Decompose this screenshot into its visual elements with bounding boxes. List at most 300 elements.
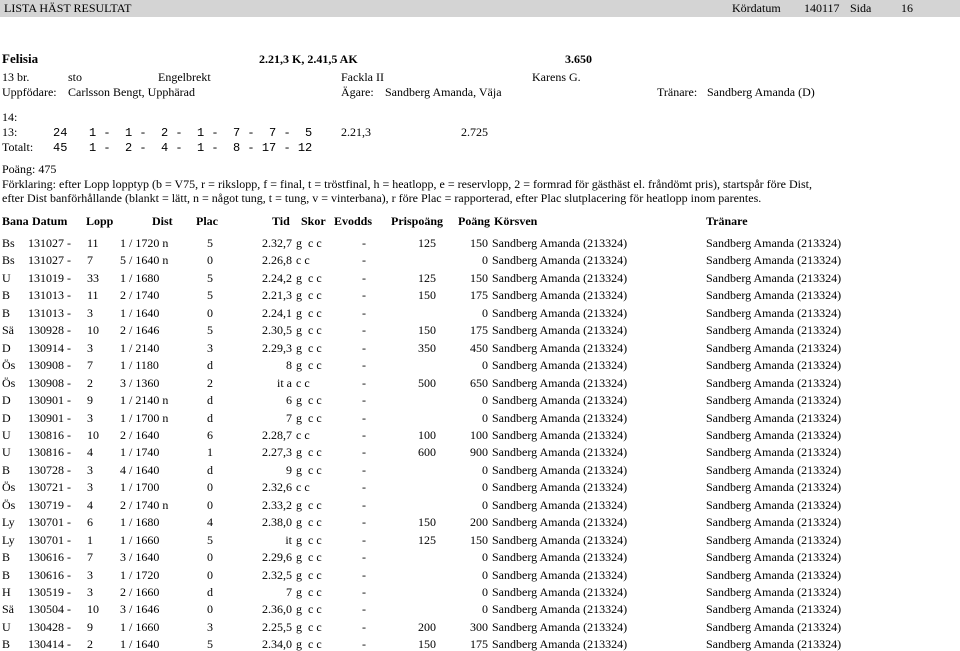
cell-bana: B [2,306,11,320]
cell-tranare: Sandberg Amanda (213324) [706,585,842,599]
cell-korsven: Sandberg Amanda (213324) [492,463,628,477]
cell-prispoang: 600 [418,445,436,459]
cell-dist: 1 / 1180 [120,358,159,372]
cell-prispoang: 150 [418,515,436,529]
cell-dist: 1 / 1720 n [120,236,169,250]
cell-bana: Ös [2,358,16,372]
cell-evodds: - [362,393,366,407]
cell-plac: d [207,358,213,372]
col-poang: Poäng [458,214,491,228]
cell-plac: 0 [207,550,213,564]
cell-prispoang: 200 [418,620,436,634]
cell-plac: 3 [207,341,213,355]
cell-dist: 1 / 1660 [120,620,160,634]
cell-korsven: Sandberg Amanda (213324) [492,585,628,599]
cell-skor: g c c [296,533,322,547]
cell-bana: D [2,341,11,355]
cell-poang: 175 [470,637,488,651]
cell-datum: 130908 - [28,376,71,390]
cell-poang: 0 [482,585,488,599]
cell-korsven: Sandberg Amanda (213324) [492,358,628,372]
cell-bana: D [2,393,11,407]
cell-skor: c c [296,376,310,390]
stats-total-values: 45 1 - 2 - 4 - 1 - 8 - 17 - 12 [53,141,313,155]
stats-2013-record: 2.21,3 [341,125,371,139]
cell-lopp: 6 [87,515,93,529]
horse-sex: sto [68,70,83,84]
owner-label: Ägare: [341,85,374,99]
cell-datum: 130414 - [28,637,71,651]
cell-plac: 1 [207,445,213,459]
cell-bana: H [2,585,11,599]
cell-datum: 130616 - [28,568,71,582]
cell-bana: Ös [2,376,16,390]
cell-skor: g c c [296,323,322,337]
cell-tranare: Sandberg Amanda (213324) [706,253,842,267]
cell-evodds: - [362,620,366,634]
cell-tranare: Sandberg Amanda (213324) [706,602,842,616]
cell-skor: g c c [296,498,322,512]
col-tid: Tid [272,214,290,228]
cell-plac: 5 [207,637,213,651]
cell-bana: B [2,568,11,582]
cell-prispoang: 350 [418,341,436,355]
trainer-label: Tränare: [657,85,698,99]
cell-skor: g c c [296,341,322,355]
cell-skor: g c c [296,463,322,477]
cell-bana: Ly [2,533,15,547]
cell-poang: 0 [482,358,488,372]
cell-dist: 3 / 1640 [120,550,160,564]
cell-korsven: Sandberg Amanda (213324) [492,480,628,494]
cell-dist: 2 / 1646 [120,323,160,337]
cell-evodds: - [362,288,366,302]
cell-tid: 8 [286,358,292,372]
cell-evodds: - [362,323,366,337]
cell-tranare: Sandberg Amanda (213324) [706,271,842,285]
cell-dist: 1 / 1640 [120,637,160,651]
cell-datum: 130901 - [28,393,71,407]
cell-lopp: 7 [87,253,93,267]
cell-poang: 0 [482,411,488,425]
cell-poang: 150 [470,533,488,547]
cell-prispoang: 500 [418,376,436,390]
cell-dist: 1 / 1700 n [120,411,169,425]
cell-datum: 131019 - [28,271,71,285]
cell-datum: 131013 - [28,288,71,302]
cell-plac: d [207,585,213,599]
cell-evodds: - [362,568,366,582]
cell-tid: 6 [286,393,292,407]
cell-bana: D [2,411,11,425]
horse-sire: Engelbrekt [158,70,211,84]
cell-plac: 4 [207,515,213,529]
cell-dist: 4 / 1640 [120,463,160,477]
cell-tid: 2.29,3 [262,341,292,355]
cell-datum: 130519 - [28,585,71,599]
cell-tranare: Sandberg Amanda (213324) [706,498,842,512]
cell-datum: 130504 - [28,602,71,616]
cell-plac: 0 [207,253,213,267]
col-lopp: Lopp [86,214,114,228]
cell-datum: 130701 - [28,533,71,547]
cell-plac: 0 [207,568,213,582]
cell-poang: 100 [470,428,488,442]
cell-poang: 900 [470,445,488,459]
cell-tranare: Sandberg Amanda (213324) [706,323,842,337]
cell-lopp: 3 [87,480,93,494]
cell-dist: 2 / 1740 [120,288,160,302]
col-korsven: Körsven [494,214,538,228]
cell-tranare: Sandberg Amanda (213324) [706,568,842,582]
stats-2013-earnings: 2.725 [461,125,488,139]
horse-name: Felisia [2,51,39,66]
cell-datum: 130616 - [28,550,71,564]
cell-datum: 130728 - [28,463,71,477]
cell-skor: g c c [296,271,322,285]
cell-korsven: Sandberg Amanda (213324) [492,498,628,512]
cell-bana: B [2,463,11,477]
cell-skor: g c c [296,288,322,302]
col-bana: Bana [2,214,29,228]
cell-plac: d [207,463,213,477]
cell-tranare: Sandberg Amanda (213324) [706,411,842,425]
cell-tid: 9 [286,463,292,477]
cell-plac: 0 [207,306,213,320]
col-plac: Plac [196,214,218,228]
cell-prispoang: 125 [418,271,436,285]
cell-skor: g c c [296,358,322,372]
cell-tid: 2.25,5 [262,620,292,634]
cell-plac: 5 [207,236,213,250]
cell-datum: 130719 - [28,498,71,512]
cell-tid: 2.28,7 [262,428,292,442]
cell-tid: 2.33,2 [262,498,292,512]
cell-tid: 2.38,0 [262,515,292,529]
cell-poang: 0 [482,498,488,512]
cell-tid: it [285,533,292,547]
run-date-label: Kördatum [732,1,781,15]
cell-lopp: 7 [87,358,93,372]
cell-poang: 150 [470,236,488,250]
stats-2014-label: 14: [2,110,18,124]
col-dist: Dist [152,214,173,228]
cell-dist: 2 / 1640 [120,428,160,442]
cell-tranare: Sandberg Amanda (213324) [706,306,842,320]
cell-tranare: Sandberg Amanda (213324) [706,533,842,547]
cell-plac: 0 [207,480,213,494]
cell-tranare: Sandberg Amanda (213324) [706,358,842,372]
cell-prispoang: 100 [418,428,436,442]
cell-bana: U [2,620,11,634]
cell-poang: 150 [470,271,488,285]
cell-bana: Bs [2,253,15,267]
cell-evodds: - [362,602,366,616]
cell-lopp: 3 [87,585,93,599]
cell-evodds: - [362,376,366,390]
cell-dist: 2 / 1660 [120,585,160,599]
cell-poang: 650 [470,376,488,390]
cell-datum: 130816 - [28,445,71,459]
cell-evodds: - [362,637,366,651]
cell-tid: 2.32,7 [262,236,292,250]
cell-bana: Bs [2,236,15,250]
cell-poang: 0 [482,602,488,616]
cell-skor: g c c [296,550,322,564]
cell-plac: 3 [207,620,213,634]
cell-korsven: Sandberg Amanda (213324) [492,341,628,355]
cell-evodds: - [362,358,366,372]
cell-skor: g c c [296,236,322,250]
cell-tid: 2.36,0 [262,602,292,616]
cell-bana: U [2,445,11,459]
cell-korsven: Sandberg Amanda (213324) [492,445,628,459]
cell-bana: B [2,550,11,564]
cell-lopp: 2 [87,376,93,390]
cell-korsven: Sandberg Amanda (213324) [492,533,628,547]
run-date: 140117 [804,1,840,15]
cell-lopp: 11 [87,236,99,250]
cell-evodds: - [362,428,366,442]
cell-plac: 6 [207,428,213,442]
cell-korsven: Sandberg Amanda (213324) [492,236,628,250]
cell-skor: g c c [296,393,322,407]
cell-datum: 130816 - [28,428,71,442]
cell-plac: 5 [207,288,213,302]
cell-plac: 5 [207,533,213,547]
cell-tid: 7 [286,411,292,425]
cell-skor: c c [296,253,310,267]
cell-prispoang: 125 [418,236,436,250]
cell-poang: 0 [482,463,488,477]
cell-tranare: Sandberg Amanda (213324) [706,620,842,634]
col-tranare: Tränare [706,214,748,228]
cell-poang: 0 [482,393,488,407]
cell-datum: 131027 - [28,236,71,250]
cell-plac: 5 [207,323,213,337]
cell-korsven: Sandberg Amanda (213324) [492,428,628,442]
cell-korsven: Sandberg Amanda (213324) [492,411,628,425]
cell-dist: 3 / 1646 [120,602,160,616]
cell-plac: 2 [207,376,213,390]
cell-evodds: - [362,236,366,250]
cell-evodds: - [362,445,366,459]
cell-poang: 450 [470,341,488,355]
cell-datum: 130721 - [28,480,71,494]
cell-evodds: - [362,306,366,320]
cell-tid: 2.34,0 [262,637,292,651]
cell-tid: 2.24,2 [262,271,292,285]
cell-korsven: Sandberg Amanda (213324) [492,376,628,390]
stats-total-label: Totalt: [2,140,34,154]
cell-prispoang: 150 [418,323,436,337]
cell-poang: 0 [482,253,488,267]
cell-lopp: 3 [87,411,93,425]
cell-plac: 5 [207,271,213,285]
horse-number: 13 br. [2,70,30,84]
cell-bana: Sä [2,602,14,616]
cell-plac: d [207,393,213,407]
stats-2013-values: 24 1 - 1 - 2 - 1 - 7 - 7 - 5 [53,126,313,140]
cell-korsven: Sandberg Amanda (213324) [492,637,628,651]
cell-lopp: 33 [87,271,99,285]
col-skor: Skor [301,214,326,228]
cell-tranare: Sandberg Amanda (213324) [706,515,842,529]
cell-datum: 130908 - [28,358,71,372]
cell-dist: 1 / 2140 n [120,393,169,407]
cell-tid: 2.29,6 [262,550,292,564]
cell-bana: Ös [2,480,16,494]
cell-tranare: Sandberg Amanda (213324) [706,445,842,459]
cell-dist: 1 / 1740 [120,445,160,459]
cell-evodds: - [362,253,366,267]
cell-evodds: - [362,480,366,494]
cell-tranare: Sandberg Amanda (213324) [706,428,842,442]
cell-tranare: Sandberg Amanda (213324) [706,637,842,651]
cell-korsven: Sandberg Amanda (213324) [492,253,628,267]
cell-korsven: Sandberg Amanda (213324) [492,306,628,320]
cell-skor: c c [296,480,310,494]
cell-lopp: 3 [87,568,93,582]
cell-evodds: - [362,498,366,512]
cell-tranare: Sandberg Amanda (213324) [706,393,842,407]
cell-bana: Ös [2,498,16,512]
cell-datum: 131013 - [28,306,71,320]
page-label: Sida [850,1,872,15]
horse-dam: Fackla II [341,70,384,84]
cell-tid: 7 [286,585,292,599]
cell-lopp: 1 [87,533,93,547]
cell-tid: it a [277,376,292,390]
cell-tranare: Sandberg Amanda (213324) [706,480,842,494]
cell-korsven: Sandberg Amanda (213324) [492,550,628,564]
cell-korsven: Sandberg Amanda (213324) [492,515,628,529]
cell-datum: 131027 - [28,253,71,267]
cell-skor: g c c [296,602,322,616]
cell-lopp: 2 [87,637,93,651]
cell-prispoang: 150 [418,288,436,302]
cell-lopp: 3 [87,306,93,320]
cell-skor: g c c [296,620,322,634]
cell-tranare: Sandberg Amanda (213324) [706,341,842,355]
cell-poang: 0 [482,550,488,564]
cell-korsven: Sandberg Amanda (213324) [492,393,628,407]
cell-plac: 0 [207,602,213,616]
cell-prispoang: 150 [418,637,436,651]
cell-evodds: - [362,411,366,425]
cell-skor: g c c [296,585,322,599]
cell-lopp: 9 [87,620,93,634]
cell-lopp: 4 [87,445,93,459]
cell-evodds: - [362,533,366,547]
legend-line-2: efter Dist banförhållande (blankt = lätt, n = något tung, t = tung, v = vinterbana), r före Plac = rapporterad, efter Plac slutplacering för heatlopp inom parentes. [2,191,762,205]
cell-tid: 2.26,8 [262,253,292,267]
cell-bana: B [2,288,11,302]
cell-lopp: 9 [87,393,93,407]
col-datum: Datum [32,214,68,228]
cell-lopp: 10 [87,602,99,616]
cell-plac: 0 [207,498,213,512]
cell-tid: 2.32,5 [262,568,292,582]
cell-skor: g c c [296,445,322,459]
cell-evodds: - [362,271,366,285]
cell-datum: 130701 - [28,515,71,529]
trainer: Sandberg Amanda (D) [707,85,815,99]
cell-poang: 200 [470,515,488,529]
cell-dist: 1 / 2140 [120,341,160,355]
report-title: LISTA HÄST RESULTAT [4,1,132,15]
cell-tranare: Sandberg Amanda (213324) [706,236,842,250]
cell-dist: 2 / 1740 n [120,498,169,512]
cell-poang: 0 [482,568,488,582]
points-total: Poäng: 475 [2,162,57,176]
cell-lopp: 7 [87,550,93,564]
cell-poang: 175 [470,323,488,337]
stats-2013-label: 13: [2,125,18,139]
cell-korsven: Sandberg Amanda (213324) [492,323,628,337]
col-prispoang: Prispoäng [391,214,444,228]
cell-dist: 1 / 1660 [120,533,160,547]
cell-korsven: Sandberg Amanda (213324) [492,288,628,302]
breeder: Carlsson Bengt, Upphärad [68,85,195,99]
cell-tid: 2.21,3 [262,288,292,302]
cell-lopp: 3 [87,341,93,355]
cell-prispoang: 125 [418,533,436,547]
cell-datum: 130428 - [28,620,71,634]
horse-damsire: Karens G. [532,70,581,84]
cell-datum: 130901 - [28,411,71,425]
cell-dist: 5 / 1640 n [120,253,169,267]
cell-evodds: - [362,341,366,355]
cell-tranare: Sandberg Amanda (213324) [706,288,842,302]
cell-dist: 1 / 1680 [120,271,160,285]
cell-lopp: 11 [87,288,99,302]
cell-bana: U [2,428,11,442]
cell-datum: 130928 - [28,323,71,337]
cell-poang: 0 [482,306,488,320]
cell-evodds: - [362,585,366,599]
cell-dist: 3 / 1360 [120,376,160,390]
cell-skor: g c c [296,515,322,529]
cell-evodds: - [362,550,366,564]
cell-dist: 1 / 1720 [120,568,160,582]
cell-dist: 1 / 1680 [120,515,160,529]
cell-skor: g c c [296,637,322,651]
cell-poang: 300 [470,620,488,634]
cell-skor: g c c [296,306,322,320]
cell-tid: 2.30,5 [262,323,292,337]
cell-lopp: 3 [87,463,93,477]
cell-korsven: Sandberg Amanda (213324) [492,568,628,582]
cell-tid: 2.32,6 [262,480,292,494]
owner: Sandberg Amanda, Väja [385,85,502,99]
cell-evodds: - [362,463,366,477]
cell-dist: 1 / 1640 [120,306,160,320]
cell-tranare: Sandberg Amanda (213324) [706,550,842,564]
cell-korsven: Sandberg Amanda (213324) [492,271,628,285]
cell-tranare: Sandberg Amanda (213324) [706,376,842,390]
cell-tranare: Sandberg Amanda (213324) [706,463,842,477]
cell-skor: g c c [296,411,322,425]
cell-bana: U [2,271,11,285]
legend-line-1: Förklaring: efter Lopp lopptyp (b = V75, r = rikslopp, f = final, t = tröstfinal, h = heatlopp, e = reservlopp, 2 = formrad för gästhäst el. fråndömt pris), startspår före Dist, [2,177,812,191]
cell-lopp: 10 [87,428,99,442]
cell-skor: c c [296,428,310,442]
cell-poang: 0 [482,480,488,494]
cell-dist: 1 / 1700 [120,480,160,494]
horse-earnings: 3.650 [565,52,592,66]
cell-evodds: - [362,515,366,529]
